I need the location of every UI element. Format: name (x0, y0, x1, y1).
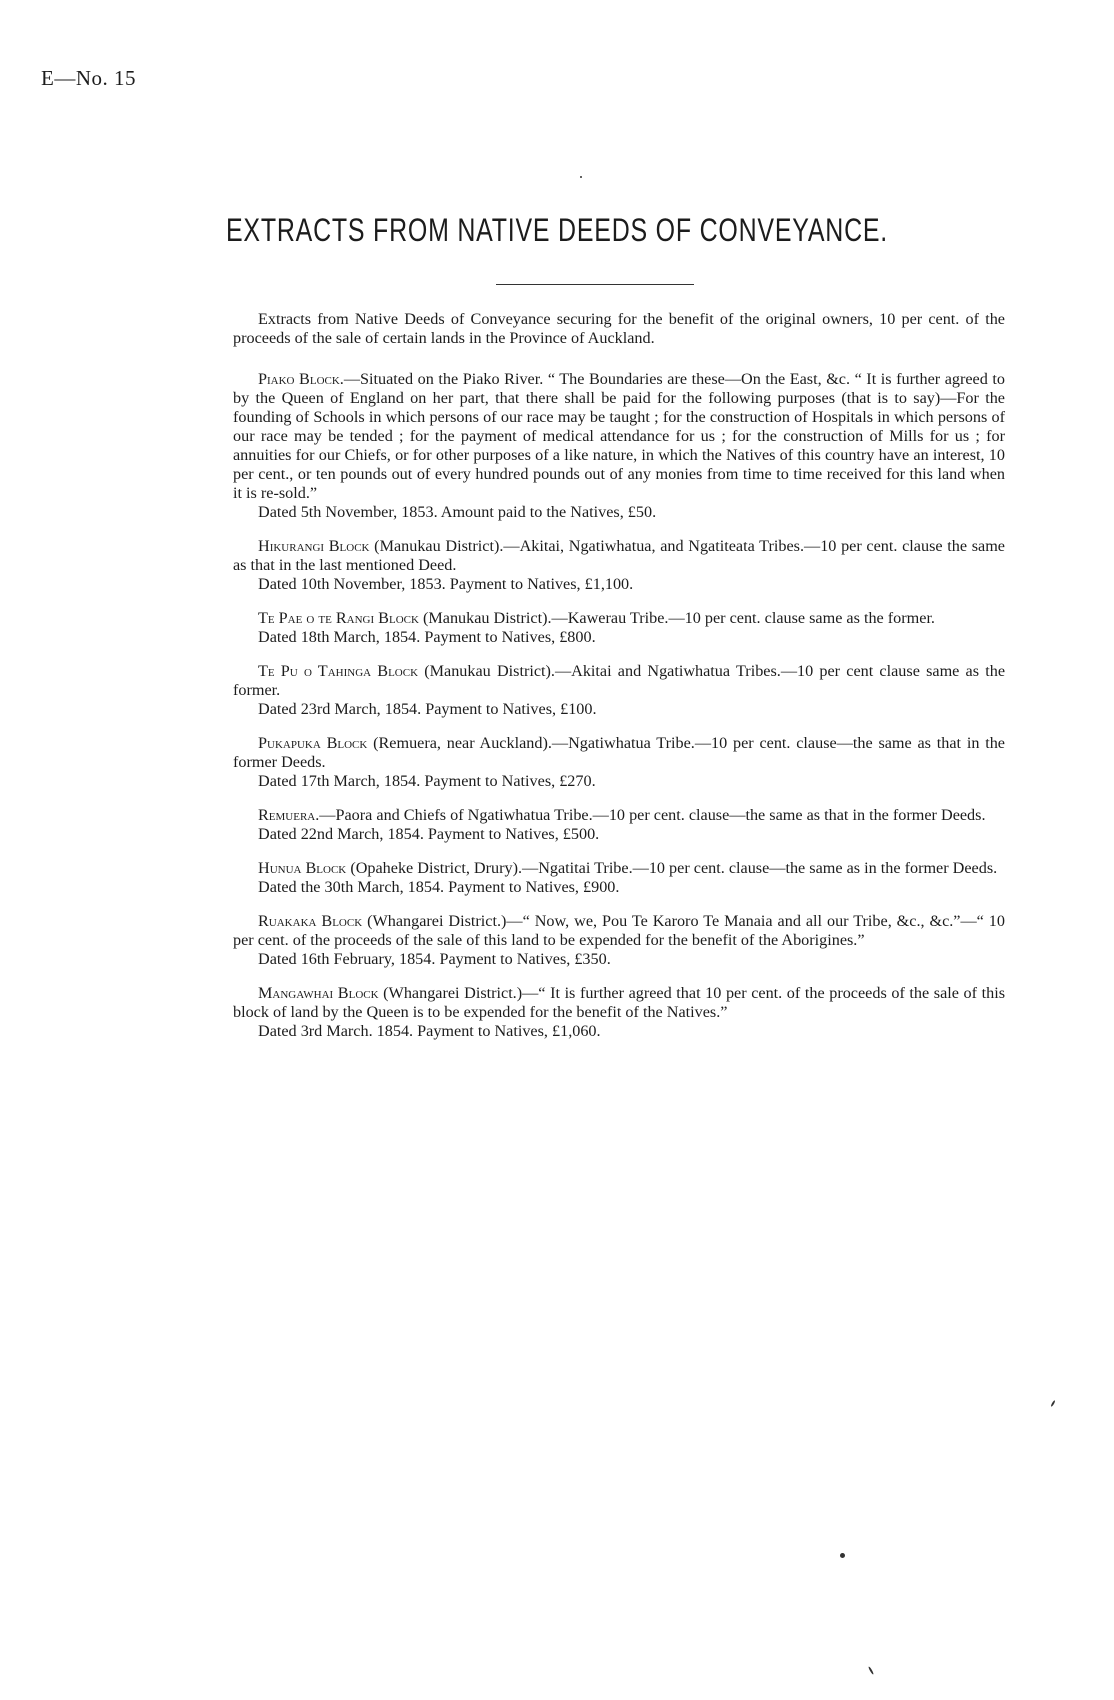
entry-dated: Dated 22nd March, 1854. Payment to Natives, £500. (258, 825, 600, 843)
document-title: EXTRACTS FROM NATIVE DEEDS OF CONVEYANCE. (225, 212, 889, 248)
block-name: Ruakaka Block (258, 912, 363, 930)
entry-remuera (233, 806, 1005, 844)
entry-dated: Dated 16th February, 1854. Payment to Natives, £350. (258, 950, 611, 968)
block-name: Hikurangi Block (258, 537, 370, 555)
block-description: —Paora and Chiefs of Ngatiwhatua Tribe.—10 per cent. clause—the same as that in the former Deeds. (319, 806, 986, 824)
entry-text (233, 609, 1005, 628)
entry-piako-block (233, 370, 1005, 522)
entry-hikurangi-block (233, 537, 1005, 594)
entry-dated: Dated 18th March, 1854. Payment to Natives, £800. (258, 628, 596, 646)
block-name: Te Pae o te Rangi Block (258, 609, 419, 627)
block-description: (Remuera, near Auckland).—Ngatiwhatua Tribe.—10 per cent. clause—the same as that in the former Deeds. (233, 734, 1005, 771)
entry-mangawhai-block (233, 984, 1005, 1041)
entry-dated: Dated 10th November, 1853. Payment to Natives, £1,100. (258, 575, 634, 593)
block-name: Remuera. (258, 806, 320, 824)
block-description: (Manukau District).—Akitai, Ngatiwhatua, and Ngatiteata Tribes.—10 per cent. clause the same as that in the last mentioned Deed. (233, 537, 1005, 574)
intro-paragraph: Extracts from Native Deeds of Conveyance securing for the benefit of the original owners, 10 per cent. of the proceeds of the sale of certain lands in the Province of Auckland. (233, 310, 1005, 347)
entry-text (233, 912, 1005, 950)
entry-te-pu-o-tahinga-block (233, 662, 1005, 719)
block-name: Pukapuka Block (258, 734, 368, 752)
scan-speck (1050, 1400, 1055, 1407)
block-description: (Whangarei District.)—“ Now, we, Pou Te Karoro Te Manaia and all our Tribe, &c., &c.”—“ 10 per cent. of the proceeds of the sale of this land to be expended for the benefit of the Aborigines.” (233, 912, 1005, 949)
entry-text (233, 984, 1005, 1022)
entry-te-pae-o-te-rangi-block (233, 609, 1005, 647)
entry-ruakaka-block (233, 912, 1005, 969)
entry-dated: Dated 5th November, 1853. Amount paid to the Natives, £50. (258, 503, 657, 521)
entry-dated: Dated the 30th March, 1854. Payment to Natives, £900. (258, 878, 620, 896)
scan-speck (868, 1666, 874, 1675)
page-identifier: E—No. 15 (41, 66, 136, 90)
block-name: Mangawhai Block (258, 984, 379, 1002)
entry-text (233, 859, 1005, 878)
entry-dated: Dated 23rd March, 1854. Payment to Natives, £100. (258, 700, 597, 718)
scan-speck (580, 176, 582, 178)
entry-text (233, 537, 1005, 575)
block-description: (Whangarei District.)—“ It is further agreed that 10 per cent. of the proceeds of the sale of this block of land by the Queen is to be expended for the benefit of the Natives.” (233, 984, 1005, 1021)
block-description: (Opaheke District, Drury).—Ngatitai Tribe.—10 per cent. clause—the same as in the former Deeds. (346, 859, 998, 877)
block-description: —Situated on the Piako River. “ The Boundaries are these—On the East, &c. “ It is further agreed to by the Queen of England on her part, that there shall be paid for the following purposes (that is to say)—For the founding of Schools in which persons of our race may be taught ; for the construction of Hospitals in which persons of our race may be tended ; for the payment of medical attendance for us ; for the construction of Mills for us ; for annuities for our Chiefs, or for other purposes of a like nature, in which the Natives of this country have an interest, 10 per cent., or ten pounds out of every hundred pounds out of any monies from time to time received for this land when it is re-sold.” (233, 370, 1005, 502)
block-name: Piako Block. (258, 370, 344, 388)
scan-speck (840, 1553, 845, 1558)
title-divider (496, 284, 694, 285)
entry-pukapuka-block (233, 734, 1005, 791)
document-body (233, 310, 1005, 1056)
entry-hunua-block (233, 859, 1005, 897)
entry-text (233, 662, 1005, 700)
block-name: Hunua Block (258, 859, 347, 877)
entry-text (233, 370, 1005, 503)
block-name: Te Pu o Tahinga Block (258, 662, 419, 680)
block-description: (Manukau District).—Akitai and Ngatiwhatua Tribes.—10 per cent clause same as the former. (233, 662, 1006, 699)
block-description: (Manukau District).—Kawerau Tribe.—10 per cent. clause same as the former. (418, 609, 935, 627)
entry-dated: Dated 17th March, 1854. Payment to Natives, £270. (258, 772, 596, 790)
entry-dated: Dated 3rd March. 1854. Payment to Natives, £1,060. (258, 1022, 601, 1040)
entry-text (233, 806, 1005, 825)
entry-text (233, 734, 1005, 772)
